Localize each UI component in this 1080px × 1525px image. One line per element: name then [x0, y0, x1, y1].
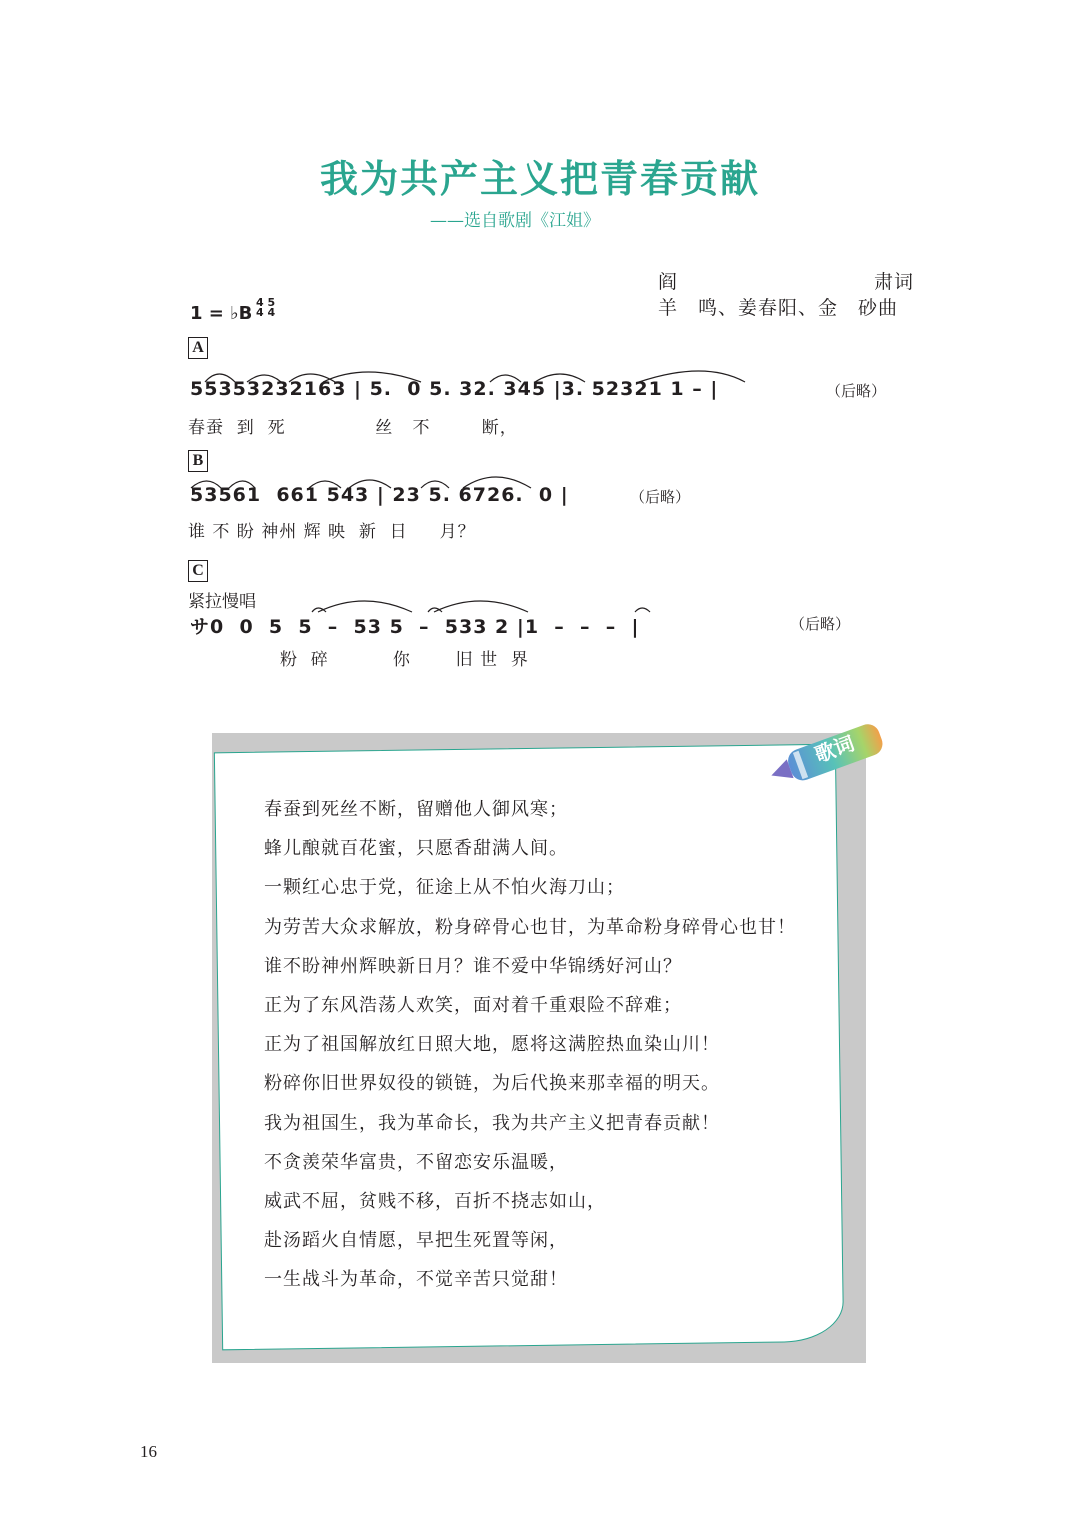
omitted-marker-c: （后略） [790, 615, 851, 633]
section-label-a: A [188, 337, 208, 359]
lyrics-row: 蜂儿酿就百花蜜，只愿香甜满人间。 [264, 838, 568, 860]
page-number: 16 [140, 1442, 157, 1461]
tempo-marking: 紧拉慢唱 [188, 592, 256, 612]
notation-line-a: 55353232163 | 5. 0 5. 32. 345 |3. 52321 1 – | [190, 378, 719, 400]
omitted-marker-a: （后略） [826, 382, 887, 400]
section-label-b: B [188, 450, 208, 472]
lyrics-badge [762, 715, 892, 789]
lyrics-row: 威武不屈，贫贱不移，百折不挠志如山， [264, 1191, 606, 1213]
lyrics-row: 我为祖国生，我为革命长，我为共产主义把青春贡献！ [264, 1112, 720, 1134]
lyrics-row: 春蚕到死丝不断，留赠他人御风寒； [264, 799, 568, 820]
meter-bottom: 4 4 [256, 306, 276, 319]
notation-line-b: 53561 661 543 | 23 5. 6726. 0 | [190, 484, 569, 506]
lyrics-row: 一生战斗为革命，不觉辛苦只觉甜！ [264, 1269, 568, 1291]
song-subtitle: ——选自歌剧《江姐》 [430, 211, 600, 231]
lyricist-name: 阎 [658, 271, 679, 293]
meter-top: 4 5 [256, 296, 276, 309]
lyrics-line-a: 春蚕 到 死 丝 不 断， [188, 418, 518, 438]
lyrics-badge-label: 歌词 [811, 730, 858, 768]
slur-marks-c [300, 588, 660, 614]
lyrics-line-b: 谁 不 盼 神州 辉 映 新 日 月？ [188, 522, 476, 542]
key-signature: 1 = ♭B [190, 303, 253, 324]
lyrics-row: 一颗红心忠于党，征途上从不怕火海刀山； [264, 877, 625, 899]
lyrics-row: 正为了祖国解放红日照大地，愿将这满腔热血染山川！ [264, 1034, 720, 1056]
lyrics-row: 粉碎你旧世界奴役的锁链，为后代换来那幸福的明天。 [264, 1073, 720, 1095]
lyrics-row: 赴汤蹈火自情愿，早把生死置等闲， [264, 1230, 568, 1252]
composer-credit: 羊 鸣、姜春阳、金 砂曲 [658, 297, 899, 319]
lyrics-row: 正为了东风浩荡人欢笑，面对着千重艰险不辞难； [264, 995, 682, 1017]
song-title: 我为共产主义把青春贡献 [319, 156, 760, 201]
lyrics-row: 谁不盼神州辉映新日月？谁不爱中华锦绣好河山？ [264, 955, 682, 977]
lyrics-row: 不贪羡荣华富贵，不留恋安乐温暖， [264, 1151, 568, 1173]
notation-line-c: サ0 0 5 5 – 53 5 – 533 2 |1 – – – | [190, 616, 640, 638]
lyricist-suffix: 肃词 [873, 271, 914, 293]
omitted-marker-b: （后略） [630, 488, 691, 506]
lyrics-row: 为劳苦大众求解放，粉身碎骨心也甘，为革命粉身碎骨心也甘！ [264, 916, 796, 938]
lyrics-line-c: 粉 碎 你 旧 世 界 [280, 650, 529, 670]
time-signature [256, 298, 275, 318]
lyrics-text-block [264, 790, 796, 1300]
section-label-c: C [188, 560, 208, 582]
